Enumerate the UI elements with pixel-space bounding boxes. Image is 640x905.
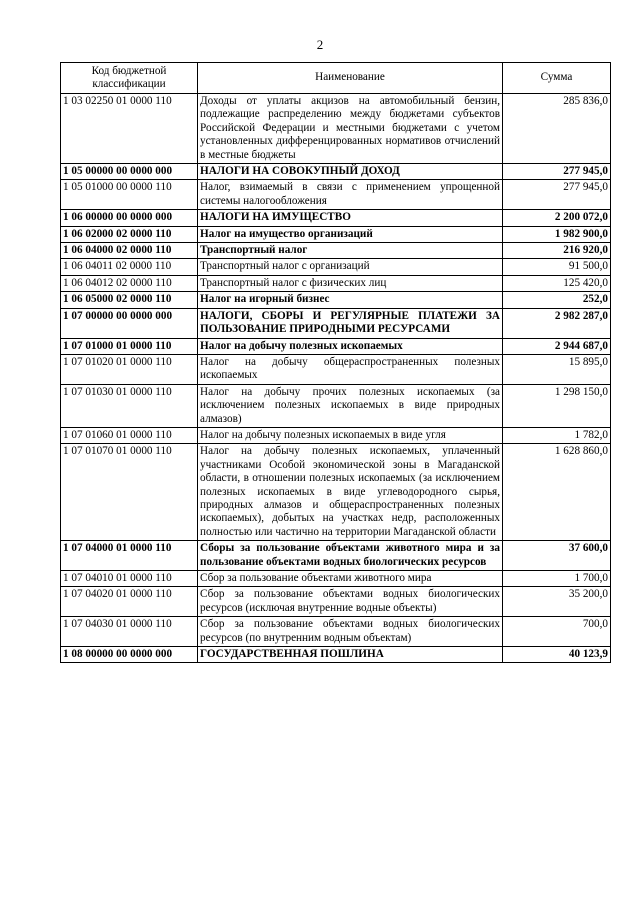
table-row [61, 94, 611, 164]
code-cell: 1 07 00000 00 0000 000 [61, 308, 198, 338]
table-row [61, 164, 611, 180]
code-cell: 1 06 00000 00 0000 000 [61, 210, 198, 226]
name-cell: НАЛОГИ, СБОРЫ И РЕГУЛЯРНЫЕ ПЛАТЕЖИ ЗА ПОЛЬЗОВАНИЕ ПРИРОДНЫМИ РЕСУРСАМИ [198, 308, 503, 338]
name-cell: Сборы за пользование объектами животного мира и за пользование объектами водных биологических ресурсов [198, 541, 503, 571]
name-cell: Сбор за пользование объектами водных биологических ресурсов (по внутренним водным объектам) [198, 617, 503, 647]
sum-cell: 1 298 150,0 [503, 384, 611, 427]
table-row [61, 259, 611, 275]
table-row [61, 647, 611, 663]
sum-cell: 1 628 860,0 [503, 444, 611, 541]
table-row [61, 571, 611, 587]
table-row [61, 427, 611, 443]
header-name: Наименование [198, 63, 503, 94]
code-cell: 1 07 04000 01 0000 110 [61, 541, 198, 571]
sum-cell: 277 945,0 [503, 180, 611, 210]
sum-cell: 216 920,0 [503, 243, 611, 259]
code-cell: 1 07 01030 01 0000 110 [61, 384, 198, 427]
code-cell: 1 05 00000 00 0000 000 [61, 164, 198, 180]
code-cell: 1 07 04010 01 0000 110 [61, 571, 198, 587]
budget-revenue-table [60, 62, 611, 663]
name-cell: Налог на добычу прочих полезных ископаемых (за исключением полезных ископаемых в виде природных алмазов) [198, 384, 503, 427]
code-cell: 1 06 05000 02 0000 110 [61, 292, 198, 308]
table-row [61, 338, 611, 354]
code-cell: 1 07 01060 01 0000 110 [61, 427, 198, 443]
sum-cell: 252,0 [503, 292, 611, 308]
code-cell: 1 06 02000 02 0000 110 [61, 226, 198, 242]
sum-cell: 91 500,0 [503, 259, 611, 275]
name-cell: Транспортный налог с физических лиц [198, 275, 503, 291]
name-cell: Сбор за пользование объектами животного мира [198, 571, 503, 587]
code-cell: 1 06 04011 02 0000 110 [61, 259, 198, 275]
sum-cell: 2 200 072,0 [503, 210, 611, 226]
sum-cell: 37 600,0 [503, 541, 611, 571]
sum-cell: 700,0 [503, 617, 611, 647]
sum-cell: 35 200,0 [503, 587, 611, 617]
table-row [61, 541, 611, 571]
name-cell: Налог на игорный бизнес [198, 292, 503, 308]
name-cell: Налог на добычу полезных ископаемых в виде угля [198, 427, 503, 443]
name-cell: НАЛОГИ НА ИМУЩЕСТВО [198, 210, 503, 226]
sum-cell: 277 945,0 [503, 164, 611, 180]
table-row [61, 226, 611, 242]
code-cell: 1 05 01000 00 0000 110 [61, 180, 198, 210]
table-row [61, 308, 611, 338]
name-cell: Транспортный налог с организаций [198, 259, 503, 275]
name-cell: Доходы от уплаты акцизов на автомобильный бензин, подлежащие распределению между бюджетами субъектов Российской Федерации и местными бюджетами с учетом установленных дифференцированных нормативов отчислений в местные бюджеты [198, 94, 503, 164]
sum-cell: 125 420,0 [503, 275, 611, 291]
name-cell: Налог на добычу полезных ископаемых, уплаченный участниками Особой экономической зоны в Магаданской области, в отношении полезных ископаемых (за исключением полезных ископаемых в виде углеводородного сырья, природных алмазов и общераспространенных полезных ископаемых), добытых на участках недр, расположенных полностью или частично на территории Магаданской области [198, 444, 503, 541]
table-row [61, 180, 611, 210]
code-cell: 1 07 04030 01 0000 110 [61, 617, 198, 647]
table-body [61, 94, 611, 663]
table-row [61, 354, 611, 384]
name-cell: ГОСУДАРСТВЕННАЯ ПОШЛИНА [198, 647, 503, 663]
table-row [61, 275, 611, 291]
code-cell: 1 08 00000 00 0000 000 [61, 647, 198, 663]
sum-cell: 2 982 287,0 [503, 308, 611, 338]
sum-cell: 285 836,0 [503, 94, 611, 164]
code-cell: 1 07 04020 01 0000 110 [61, 587, 198, 617]
table-header-row [61, 63, 611, 94]
table-row [61, 243, 611, 259]
name-cell: НАЛОГИ НА СОВОКУПНЫЙ ДОХОД [198, 164, 503, 180]
table-row [61, 384, 611, 427]
header-sum: Сумма [503, 63, 611, 94]
name-cell: Налог на добычу полезных ископаемых [198, 338, 503, 354]
table-row [61, 444, 611, 541]
sum-cell: 1 982 900,0 [503, 226, 611, 242]
name-cell: Налог на добычу общераспространенных полезных ископаемых [198, 354, 503, 384]
name-cell: Сбор за пользование объектами водных биологических ресурсов (исключая внутренние водные объекты) [198, 587, 503, 617]
table-row [61, 617, 611, 647]
sum-cell: 1 782,0 [503, 427, 611, 443]
sum-cell: 40 123,9 [503, 647, 611, 663]
sum-cell: 15 895,0 [503, 354, 611, 384]
table-row [61, 292, 611, 308]
header-code: Код бюджетной классификации [61, 63, 198, 94]
table-row [61, 210, 611, 226]
name-cell: Налог, взимаемый в связи с применением упрощенной системы налогообложения [198, 180, 503, 210]
sum-cell: 2 944 687,0 [503, 338, 611, 354]
code-cell: 1 06 04012 02 0000 110 [61, 275, 198, 291]
code-cell: 1 07 01020 01 0000 110 [61, 354, 198, 384]
name-cell: Транспортный налог [198, 243, 503, 259]
code-cell: 1 07 01070 01 0000 110 [61, 444, 198, 541]
table-row [61, 587, 611, 617]
code-cell: 1 07 01000 01 0000 110 [61, 338, 198, 354]
code-cell: 1 06 04000 02 0000 110 [61, 243, 198, 259]
page-number: 2 [316, 37, 324, 52]
code-cell: 1 03 02250 01 0000 110 [61, 94, 198, 164]
sum-cell: 1 700,0 [503, 571, 611, 587]
name-cell: Налог на имущество организаций [198, 226, 503, 242]
